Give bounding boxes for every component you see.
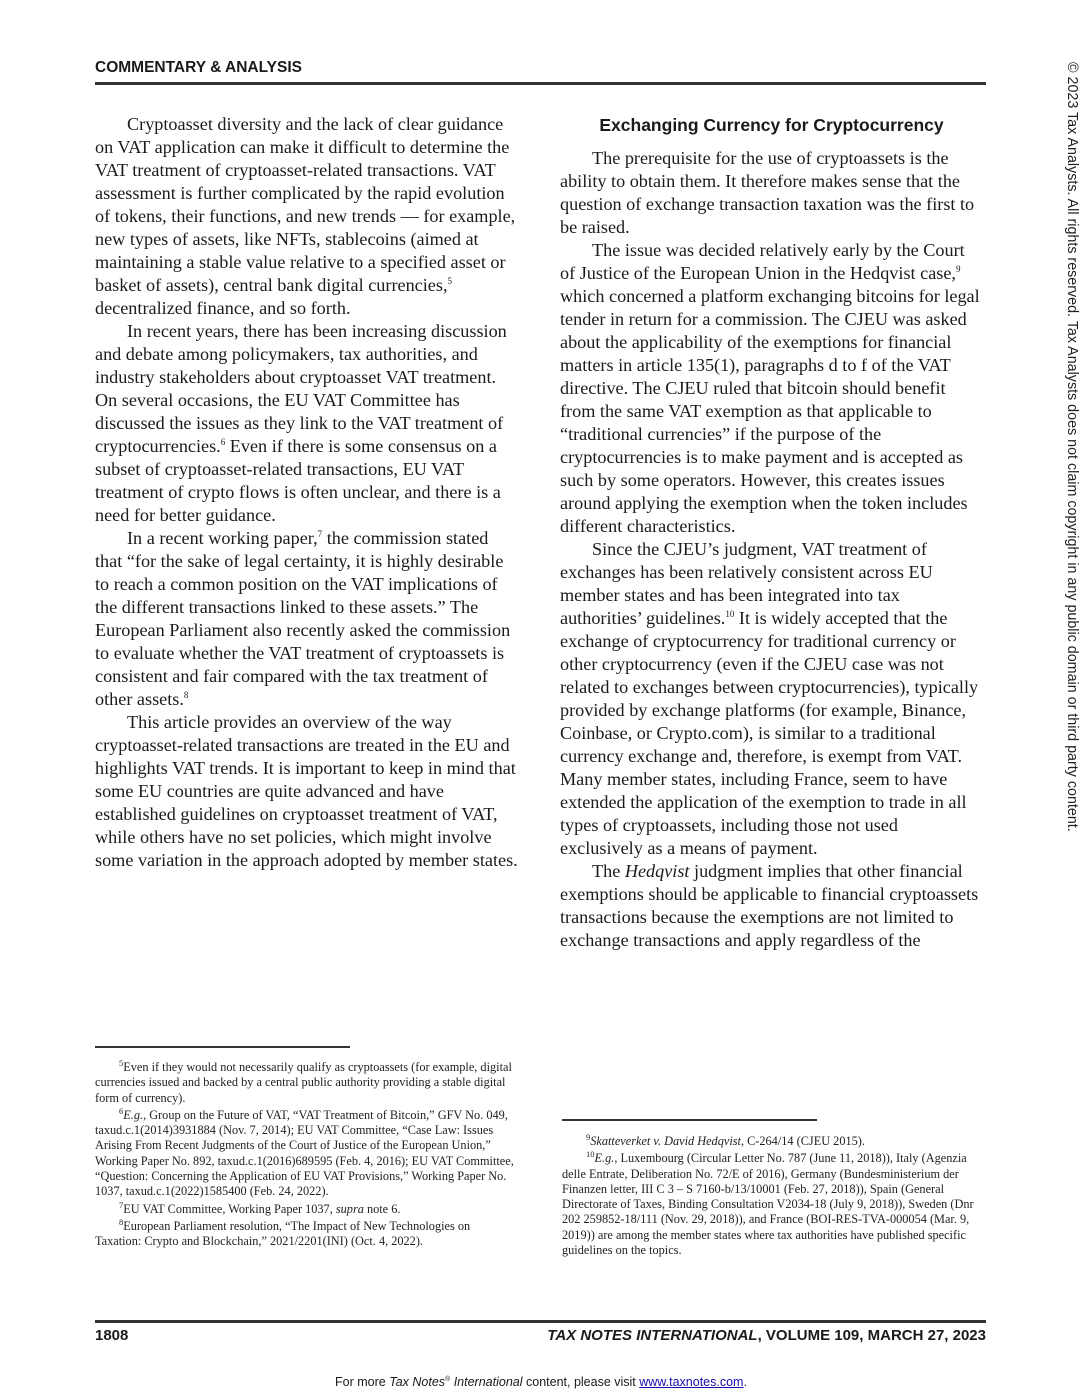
footnote-number: 5	[119, 1057, 124, 1068]
paragraph-text: In recent years, there has been increasing discussion and debate among policymakers, tax authorities, and industry stakeholders about cryptoasset VAT treatment. On several occasions, the EU VAT Committee has discussed the issues as they link to the VAT treatment of cryptocurrencies.	[95, 321, 507, 456]
paragraph-text: The issue was decided relatively early by the Court of Justice of the European Union in the Hedqvist case,	[560, 240, 965, 283]
footnote	[95, 1216, 515, 1250]
paragraph-text: The prerequisite for the use of cryptoassets is the ability to obtain them. It therefore makes sense that the question of exchange transaction taxation was the first to be raised.	[560, 148, 975, 237]
footnote-text: EU VAT Committee, Working Paper 1037,	[123, 1201, 336, 1216]
paragraph-text: decentralized finance, and so forth.	[95, 298, 351, 318]
paragraph-text: This article provides an overview of the way cryptoasset-related transactions are treated in the EU and highlights VAT trends. It is important to keep in mind that some EU countries are quite advanced and have established guidelines on cryptoasset treatment of VAT, while others have no set policies, which might involve some variation in the approach adopted by member states.	[95, 712, 518, 870]
more-content-line	[0, 1372, 1082, 1390]
paragraph	[95, 320, 518, 527]
paragraph-text: In a recent working paper,	[127, 528, 318, 548]
footnote-italic: E.g.	[594, 1151, 615, 1166]
footnote-text: note 6.	[363, 1201, 401, 1216]
header-rule	[95, 82, 986, 85]
section-title: COMMENTARY & ANALYSIS	[95, 59, 302, 76]
footnote-rule	[562, 1119, 817, 1121]
publication-title: TAX NOTES INTERNATIONAL	[547, 1327, 758, 1344]
footnote-ref[interactable]: 8	[183, 689, 189, 700]
left-column	[95, 113, 518, 872]
more-brand: International	[450, 1375, 523, 1390]
footnote	[562, 1151, 982, 1258]
footnote-italic: Skatteverket v. David Hedqvist	[590, 1134, 741, 1148]
footnotes-right	[562, 1131, 982, 1260]
footnote	[562, 1131, 982, 1149]
paragraph	[560, 538, 983, 860]
paragraph	[95, 527, 518, 711]
paragraph-text: Since the CJEU’s judgment, VAT treatment of exchanges has been relatively consistent across EU member states and has been integrated into tax authorities’ guidelines.	[560, 539, 933, 628]
paragraph	[95, 711, 518, 872]
case-name: Hedqvist	[624, 861, 690, 881]
more-text: content, please visit	[522, 1375, 640, 1390]
footnotes-left	[95, 1057, 515, 1252]
footer-rule	[95, 1320, 986, 1323]
footnote-number: 6	[119, 1105, 124, 1116]
paragraph	[95, 113, 518, 320]
paragraph-text: Cryptoasset diversity and the lack of clear guidance on VAT application can make it difficult to determine the VAT treatment of cryptoasset-related transactions. VAT assessment is further complicated by the rapid evolution of tokens, their functions, and new trends — for example, new types of assets, like NFTs, stablecoins (aimed at maintaining a stable value relative to a specified asset or basket of assets), central bank digital currencies,	[95, 114, 516, 295]
copyright-text: © 2023 Tax Analysts. All rights reserved. Tax Analysts does not claim copyright in any public domain or third party content.	[1064, 62, 1080, 832]
footnote-text: European Parliament resolution, “The Impact of New Technologies on Taxation: Crypto and Blockchain,” 2021/2201(INI) (Oct. 4, 2022).	[95, 1218, 471, 1249]
paragraph	[560, 860, 983, 952]
paragraph-text: Even if there is some consensus on a subset of cryptoasset-related transactions, EU VAT treatment of crypto flows is often unclear, and there is a need for better guidance.	[95, 436, 501, 525]
right-column	[560, 113, 983, 952]
footnote-number: 9	[586, 1131, 591, 1142]
paragraph-text: the commission stated that “for the sake of legal certainty, it is highly desirable to reach a common position on the VAT implications of the different transactions linked to these assets.” The European Parliament also recently asked the commission to evaluate whether the VAT treatment of cryptoassets is consistent and fair compared with the tax treatment of other assets.	[95, 528, 511, 709]
footnote-text: , Luxembourg (Circular Letter No. 787 (June 11, 2018)), Italy (Agenzia delle Entrate, Deliberation No. 72/E of 2016), Germany (Bundesministerium der Finanzen letter, III C 3 – S 7160-b/13/10001 (Feb. 27, 2018)), Spain (General Directorate of Taxes, Binding Consultation V2034-18 (July 9, 2018)), Sweden (Dnr 202 259852-18/111 (Nov. 29, 2018)), and France (BOI-RES-TVA-000054 (Mar. 9, 2019)) are among the member states where tax authorities have published specific guidelines on the topics.	[562, 1151, 974, 1258]
copyright-side-note	[1063, 62, 1082, 932]
footnote-ref[interactable]: 10	[725, 608, 735, 619]
more-brand: Tax Notes	[389, 1375, 446, 1390]
page-number: 1808	[95, 1327, 129, 1344]
paragraph	[560, 239, 983, 538]
footnote-italic: E.g.	[123, 1107, 144, 1122]
paragraph	[560, 147, 983, 239]
publication-issue: , VOLUME 109, MARCH 27, 2023	[757, 1327, 986, 1344]
publication-info	[547, 1326, 986, 1346]
footnote-italic: supra	[335, 1201, 364, 1216]
registered-mark: ®	[445, 1376, 451, 1383]
footnote-text: , C-264/14 (CJEU 2015).	[740, 1134, 865, 1148]
paragraph-text: which concerned a platform exchanging bitcoins for legal tender in return for a commission. The CJEU was asked about the applicability of the exemptions for financial matters in article 135(1), paragraphs d to f of the VAT directive. The CJEU ruled that bitcoin should benefit from the same VAT exemption as that applicable to “traditional currencies” if the purpose of the cryptocurrencies is to make payment and is accepted as such by some operators. However, this creates issues around applying the exemption when the token includes different characteristics.	[560, 286, 980, 536]
footnote-ref[interactable]: 6	[220, 436, 226, 447]
footnote-ref[interactable]: 7	[317, 528, 323, 539]
paragraph-text: judgment implies that other financial exemptions should be applicable to financial cryptoassets transactions because the exemptions are not limited to exchange transactions and apply regardless of the	[560, 861, 979, 950]
footnote-ref[interactable]: 9	[955, 263, 961, 274]
footnote-rule	[95, 1046, 350, 1048]
footnote	[95, 1057, 515, 1106]
footnote	[95, 1199, 515, 1217]
footnote-number: 7	[119, 1199, 124, 1210]
footnote-number: 8	[119, 1216, 124, 1227]
footnote-text: , Group on the Future of VAT, “VAT Treatment of Bitcoin,” GFV No. 049, taxud.c.1(2014)3931884 (Nov. 7, 2014); EU VAT Committee, “Case Law: Issues Arising From Recent Judgments of the Court of Justice of the European Union,” Working Paper No. 892, taxud.c.1(2016)689595 (Feb. 4, 2016); EU VAT Committee, “Question: Concerning the Application of EU VAT Provisions,” Working Paper No. 1037, taxud.c.1(2022)1585400 (Feb. 24, 2022).	[95, 1107, 514, 1199]
footnote-number: 10	[586, 1149, 595, 1160]
more-text: .	[743, 1375, 747, 1390]
more-text: For more	[335, 1375, 390, 1390]
footnote-text: Even if they would not necessarily qualify as cryptoassets (for example, digital currencies issued and backed by a central public authority providing a stable digital form of currency).	[95, 1060, 512, 1105]
paragraph-text: It is widely accepted that the exchange of cryptocurrency for traditional currency or other cryptocurrency (even if the CJEU case was not related to exchanges between cryptocurrencies), typically provided by exchange platforms (for example, Binance, Coinbase, or Crypto.com), is similar to a traditional currency exchange and, therefore, is exempt from VAT. Many member states, including France, seem to have extended the application of the exemption to trade in all types of cryptoassets, including those not used exclusively as a means of payment.	[560, 608, 979, 858]
footnote	[95, 1105, 515, 1200]
running-header	[95, 58, 986, 78]
taxnotes-link[interactable]: www.taxnotes.com	[639, 1375, 744, 1390]
paragraph-text: The	[592, 861, 625, 881]
footnote-ref[interactable]: 5	[447, 275, 452, 286]
section-heading: Exchanging Currency for Cryptocurrency	[599, 115, 944, 135]
